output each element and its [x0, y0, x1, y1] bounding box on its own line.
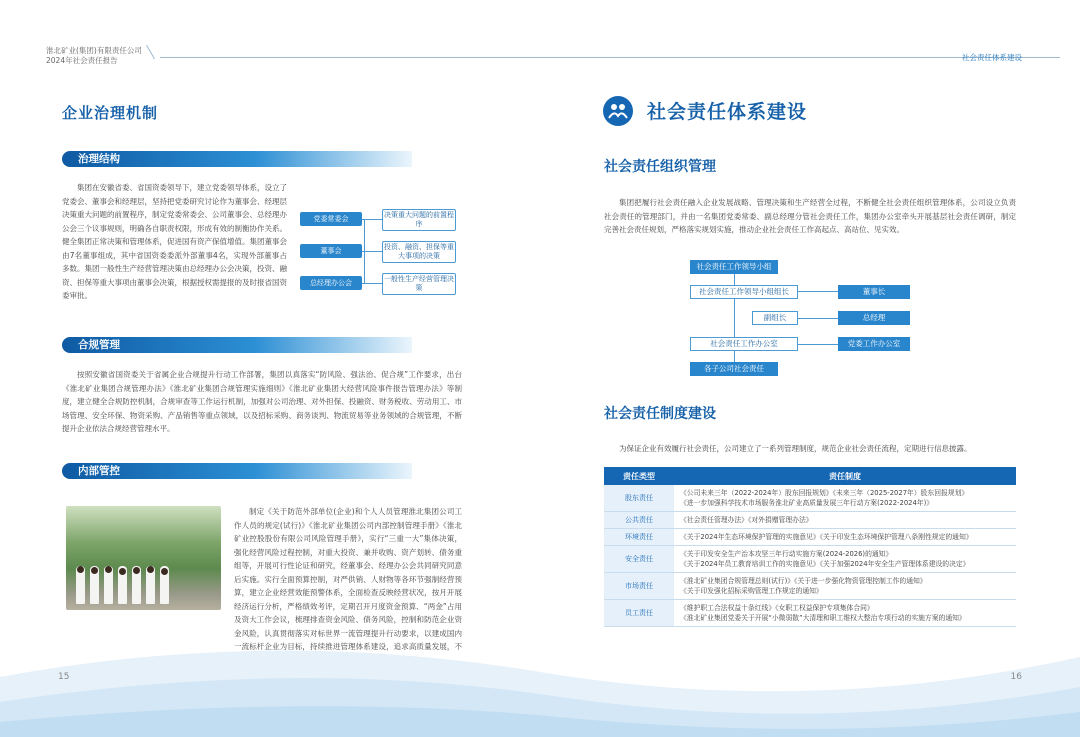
- table-item: 《社会责任管理办法》《对外捐赠管理办法》: [680, 516, 813, 524]
- table-cell-type: 市场责任: [604, 573, 674, 600]
- org-heading: 社会责任组织管理: [604, 159, 716, 175]
- flow-output-3: 一般性生产经营管理决策: [382, 273, 456, 295]
- table-cell-system: [674, 529, 1016, 546]
- flow-connector-2: [362, 251, 382, 252]
- flow-output-1: 决策重大问题的前置程序: [382, 209, 456, 231]
- table-cell-type: 股东责任: [604, 485, 674, 512]
- table-item: 《公司未来三年（2022-2024年）股东回报规划》《未来三年（2025-2027年）股东回报规划》: [680, 489, 969, 497]
- flow-connector-3: [362, 283, 382, 284]
- table-row: [604, 546, 1016, 573]
- header-report: 2024年社会责任报告: [46, 56, 118, 65]
- org-text: 集团把履行社会责任融入企业发展战略、管理决策和生产经营全过程，不断健全社会责任组织管理体系，公司设立负责社会责任的管理部门，并由一名集团党委常委、副总经理分管社会责任工作，集团办公室牵头开展基层社会责任调研，制定完善社会责任规划，严格落实规划实施，推动企业社会责任工作高起点、高站位、见实效。: [604, 198, 1016, 234]
- responsibility-table: [604, 467, 1016, 627]
- governance-text: 集团在安徽省委、省国资委领导下，建立党委领导体系，设立了党委会、董事会和经理层，坚持把党委研究讨论作为董事会、经理层决策重大问题的前置程序，制定党委常委会、公司董事会、总经理办公会三个议事规则，明确各自职责权限，形成有效的制衡协作关系。健全集团正常决策和管理体系，促进国有资产保值增值。集团董事会由7名董事组成，其中省国资委委派外部董事4名，实现外部董事占多数。集团一般性生产经营管理决策由总经理办公会决策，投资、融资、担保等重大事项由董事会决策，根据授权需提报的及时报省国资委审批。: [62, 183, 287, 300]
- governance-heading: 治理结构: [62, 151, 412, 167]
- table-item: 《关于2024年员工教育培训工作的实施意见》《关于加强2024年安全生产管理体系建设的决定》: [680, 560, 970, 568]
- system-heading: 社会责任制度建设: [604, 406, 716, 422]
- table-item: 《淮北矿业集团合规管理总则(试行)》《关于进一步强化物资管理控制工作的通知》: [680, 577, 927, 585]
- header-divider: [146, 45, 155, 59]
- table-cell-type: 环境责任: [604, 529, 674, 546]
- table-row: [604, 529, 1016, 546]
- header-company: 淮北矿业(集团)有限责任公司: [46, 46, 142, 55]
- table-cell-system: [674, 512, 1016, 529]
- compliance-text: 按照安徽省国资委关于省属企业合规提升行动工作部署，集团以真落实“防风险、强法治、促合规”工作要求，出台《淮北矿业集团合规管理办法》《淮北矿业集团合规管理实施细则》《淮北矿业集团大经营风险事件报告管理办法》等制度，建立健全合规防控机制，合规审查等工作运行机制，加强对公司治理、对外担保、投融资、财务税收、劳动用工、市场管理、安全环保、物资采购、产品销售等重点领域，以及招标采购、商务谈判、物流贸易等业务领域的合规管理，不断提升企业依法合规经营管理水平。: [62, 370, 462, 433]
- table-cell-system: [674, 546, 1016, 573]
- internal-control-text: 制定《关于防范外部单位(企业)和个人人员管理淮北集团公司工作人员的规定(试行)》《淮北矿业集团公司内部控制管理手册》《淮北矿业控股股份有限公司风险管理手册》，实行“三重一大”集体决策，强化经营风险过程控制，对重大投资、兼并收购、资产划转、债务重组等，开展可行性论证和研究，经董事会、经理办公会共同研究同意后实施。实行全面预算控制，对严供销、人财物等各环节强制经营预算，建立企业经营效能预警体系，全面检查反映经营状况，按月开展经济运行分析，严格绩效考评，定期召开月度资金预算、“两金”占用及资大工作会议，梳理排查资金风险、债务风险，控制和防范企业资金风险，认真贯彻落实对标世界一流管理提升行动要求，以建成国内一流标杆企业为目标，持续推进管理体系建设，追求高质量发展，不: [234, 507, 462, 651]
- left-page-title: 企业治理机制: [62, 104, 159, 122]
- table-row: [604, 485, 1016, 512]
- flow-connector-1: [362, 219, 382, 220]
- table-cell-system: [674, 485, 1016, 512]
- staff-group-photo: [66, 506, 221, 610]
- org-branch: 各子公司社会责任: [690, 362, 778, 376]
- org-deputy: 副组长: [752, 311, 798, 325]
- org-connector-3: [798, 344, 838, 345]
- org-office-role: 党委工作办公室: [838, 337, 910, 351]
- org-connector-1: [798, 291, 838, 292]
- compliance-heading: 合规管理: [62, 337, 412, 353]
- page-number-right: 16: [1010, 672, 1022, 682]
- org-office: 社会责任工作办公室: [690, 337, 798, 351]
- header-left: [46, 46, 142, 66]
- table-item: 《关于印发安全生产治本攻坚三年行动实施方案(2024-2026)的通知》: [680, 550, 893, 558]
- org-deputy-role: 总经理: [838, 311, 910, 325]
- wave-decoration: [0, 617, 1080, 737]
- flow-box-party-committee: 党委常委会: [300, 212, 362, 226]
- table-header-system: 责任制度: [674, 467, 1016, 485]
- table-item: 《关于印发强化招标采购管理工作规定的通知》: [680, 587, 823, 595]
- org-connector-2: [798, 318, 838, 319]
- table-header-type: 责任类型: [604, 467, 674, 485]
- flow-box-management: 总经理办公会: [300, 276, 362, 290]
- page-number-left: 15: [58, 672, 70, 682]
- table-item: 《维护职工合法权益十条红线》《女职工权益保护专项集体合同》: [680, 604, 874, 612]
- table-cell-type: 公共责任: [604, 512, 674, 529]
- org-leader-group: 社会责任工作领导小组: [690, 260, 778, 274]
- table-cell-type: 员工责任: [604, 600, 674, 627]
- org-leader-role: 董事长: [838, 285, 910, 299]
- org-leader-row: 社会责任工作领导小组组长: [690, 285, 798, 299]
- flow-output-2: 投资、融资、担保等重大事项的决策: [382, 241, 456, 263]
- internal-control-heading: 内部管控: [62, 463, 412, 479]
- table-cell-system: [674, 573, 1016, 600]
- table-cell-type: 安全责任: [604, 546, 674, 573]
- table-row: [604, 512, 1016, 529]
- table-item: 《淮北矿业集团党委关于开展“小微弱散”大清理和职工维权大整治专项行动的实施方案的通知》: [680, 614, 966, 622]
- people-icon: [603, 96, 633, 126]
- right-page-title: 社会责任体系建设: [647, 101, 808, 123]
- header-rule: [160, 57, 1060, 58]
- system-text: 为保证企业有效履行社会责任，公司建立了一系列管理制度，规范企业社会责任流程，定期进行信息披露。: [619, 444, 972, 453]
- table-row: [604, 573, 1016, 600]
- table-item: 《进一步加强科学技术市场服务淮北矿业高质量发展三年行动方案(2022-2024年)》: [680, 499, 934, 507]
- header-section-tag: 社会责任体系建设: [962, 53, 1022, 62]
- table-item: 《关于2024年生态环境保护管理的实施意见》《关于印发生态环境保护管理八条刚性规定的通知》: [680, 533, 973, 541]
- flow-box-board: 董事会: [300, 244, 362, 258]
